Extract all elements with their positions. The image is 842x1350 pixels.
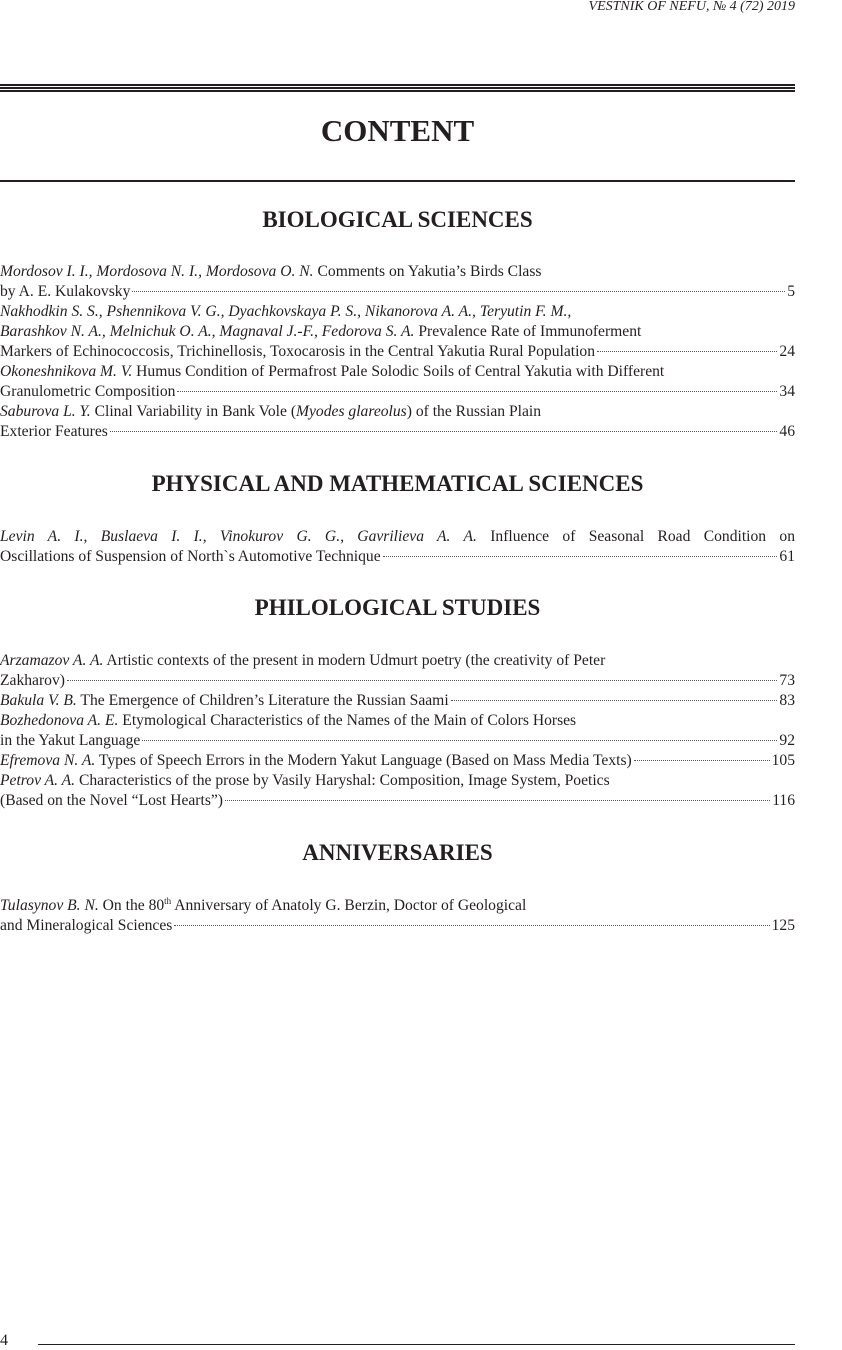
- entry-page: 92: [779, 732, 795, 749]
- dot-leader: [597, 351, 777, 352]
- entry-authors: Bozhedonova A. E.: [0, 712, 119, 729]
- entry-authors: Nakhodkin S. S., Pshennikova V. G., Dyachkovskaya P. S., Nikanorova A. A., Teryutin F. M.,: [0, 303, 572, 320]
- entry-title-cont: in the Yakut Language: [0, 732, 141, 749]
- toc-entry[interactable]: [0, 402, 795, 442]
- entry-title-cont: by A. E. Kulakovsky: [0, 283, 131, 300]
- entry-title-cont: Granulometric Composition: [0, 383, 176, 400]
- entry-page: 73: [779, 672, 795, 689]
- journal-header: VESTNIK OF NEFU, № 4 (72) 2019: [588, 0, 795, 14]
- entry-authors: Levin A. I., Buslaeva I. I., Vinokurov G. G., Gavrilieva A. A.: [0, 528, 477, 545]
- title-rule: [0, 180, 795, 182]
- entry-title-species: Myodes glareolus: [296, 403, 407, 420]
- entry-title: Prevalence Rate of Immunoferment: [414, 323, 642, 340]
- section-heading-anniversaries: ANNIVERSARIES: [302, 840, 493, 865]
- toc-entry[interactable]: [0, 362, 795, 402]
- section-physical-entries: [0, 527, 795, 567]
- entry-title: The Emergence of Children’s Literature the Russian Saami: [76, 692, 449, 709]
- entry-authors: Efremova N. A.: [0, 752, 96, 769]
- dot-leader: [174, 925, 769, 926]
- dot-leader: [225, 800, 770, 801]
- section-philological-entries: [0, 651, 795, 811]
- entry-authors: Tulasynov B. N.: [0, 897, 99, 914]
- entry-page: 46: [779, 423, 795, 440]
- entry-page: 34: [779, 383, 795, 400]
- entry-authors: Barashkov N. A., Melnichuk O. A., Magnaval J.-F., Fedorova S. A.: [0, 323, 415, 340]
- toc-entry[interactable]: [0, 896, 795, 936]
- entry-title: Etymological Characteristics of the Names of the Main of Colors Horses: [118, 712, 577, 729]
- toc-entry[interactable]: [0, 262, 795, 302]
- entry-title: Influence of Seasonal Road Condition on: [476, 528, 795, 545]
- dot-leader: [142, 740, 777, 741]
- entry-page: 5: [787, 283, 795, 300]
- entry-page: 24: [779, 343, 795, 360]
- entry-page: 83: [779, 692, 795, 709]
- section-heading-biological: BIOLOGICAL SCIENCES: [262, 207, 533, 232]
- entry-authors: Mordosov I. I., Mordosova N. I., Mordosova O. N.: [0, 263, 314, 280]
- entry-authors: Saburova L. Y.: [0, 403, 91, 420]
- entry-page: 125: [771, 917, 795, 934]
- entry-title: Anniversary of Anatoly G. Berzin, Doctor of Geological: [171, 897, 527, 914]
- triple-rule-divider: [0, 84, 795, 92]
- entry-page: 116: [772, 792, 795, 809]
- toc-entry[interactable]: [0, 302, 795, 362]
- toc-entry[interactable]: [0, 651, 795, 691]
- entry-title: On the 80: [98, 897, 165, 914]
- entry-title: Types of Speech Errors in the Modern Yakut Language (Based on Mass Media Texts): [95, 752, 632, 769]
- entry-title: ) of the Russian Plain: [406, 403, 542, 420]
- entry-title-cont: (Based on the Novel “Lost Hearts”): [0, 792, 224, 809]
- dot-leader: [110, 431, 778, 432]
- entry-title-cont: Oscillations of Suspension of North`s Automotive Technique: [0, 548, 381, 565]
- entry-title: Artistic contexts of the present in modern Udmurt poetry (the creativity of Peter: [103, 652, 606, 669]
- toc-entry[interactable]: [0, 771, 795, 811]
- page-title: CONTENT: [320, 113, 475, 148]
- section-anniversaries-entries: [0, 896, 795, 936]
- entry-authors: Petrov A. A.: [0, 772, 76, 789]
- entry-title: Comments on Yakutia’s Birds Class: [313, 263, 542, 280]
- entry-page: 105: [771, 752, 795, 769]
- section-biological-entries: [0, 262, 795, 442]
- entry-title: Humus Condition of Permafrost Pale Solodic Soils of Central Yakutia with Different: [132, 363, 665, 380]
- dot-leader: [634, 760, 770, 761]
- toc-entry[interactable]: [0, 711, 795, 751]
- entry-title-cont: and Mineralogical Sciences: [0, 917, 173, 934]
- ordinal-suffix: th: [164, 896, 172, 906]
- toc-entry[interactable]: [0, 691, 795, 711]
- entry-authors: Arzamazov A. A.: [0, 652, 104, 669]
- footer-rule: [38, 1344, 795, 1345]
- entry-page: 61: [779, 548, 795, 565]
- page-number: 4: [0, 1332, 8, 1349]
- entry-authors: Bakula V. B.: [0, 692, 77, 709]
- entry-title: Clinal Variability in Bank Vole (: [90, 403, 297, 420]
- section-heading-philological: PHILOLOGICAL STUDIES: [254, 595, 541, 620]
- dot-leader: [67, 680, 777, 681]
- entry-title-cont: Zakharov): [0, 672, 65, 689]
- dot-leader: [177, 391, 777, 392]
- entry-title: Characteristics of the prose by Vasily Haryshal: Composition, Image System, Poetics: [75, 772, 610, 789]
- section-heading-physical-math: PHYSICAL AND MATHEMATICAL SCIENCES: [151, 471, 644, 496]
- dot-leader: [383, 556, 778, 557]
- entry-title-cont: Exterior Features: [0, 423, 108, 440]
- entry-title-cont: Markers of Echinococcosis, Trichinellosis, Toxocarosis in the Central Yakutia Rural Population: [0, 343, 596, 360]
- toc-entry[interactable]: [0, 751, 795, 771]
- dot-leader: [451, 700, 778, 701]
- toc-entry[interactable]: [0, 527, 795, 567]
- entry-authors: Okoneshnikova M. V.: [0, 363, 133, 380]
- dot-leader: [132, 291, 785, 292]
